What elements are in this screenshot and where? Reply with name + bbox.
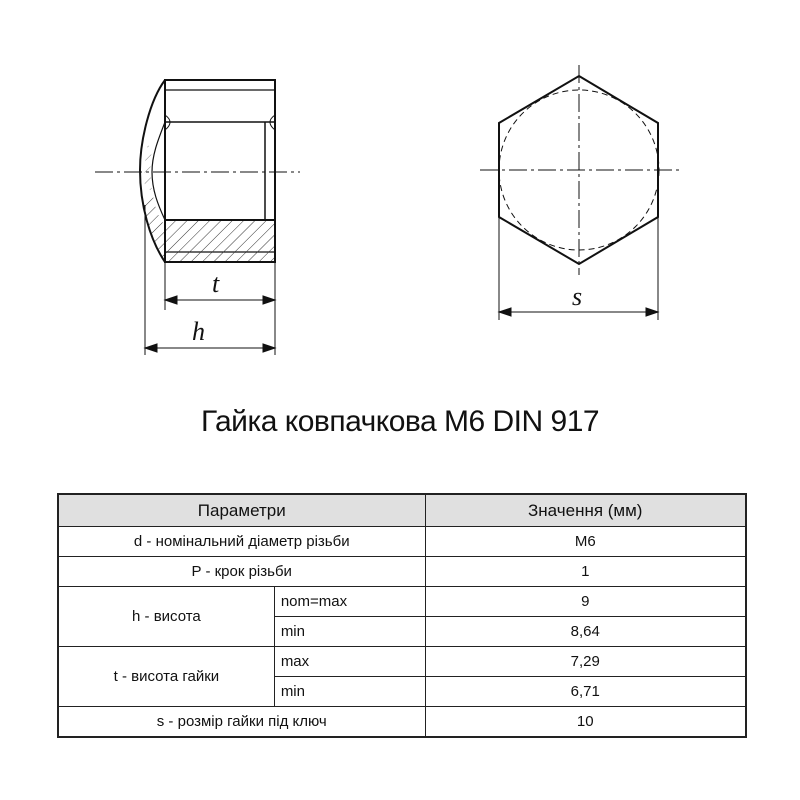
table-row — [58, 707, 746, 738]
header-parameters: Параметри — [58, 494, 425, 527]
row-sublabel-h-min: min — [274, 617, 425, 647]
dimension-t — [165, 262, 275, 355]
row-sublabel-t-max: max — [274, 647, 425, 677]
label-t: t — [212, 269, 220, 298]
label-h: h — [192, 317, 205, 346]
row-value-h-min: 8,64 — [425, 617, 746, 647]
section-hatch — [165, 220, 275, 262]
table-row — [58, 587, 746, 617]
table-row — [58, 527, 746, 557]
row-label-h: h - висота — [58, 587, 274, 647]
table-row — [58, 647, 746, 677]
row-label-d: d - номінальний діаметр різьби — [58, 527, 425, 557]
row-value-t-max: 7,29 — [425, 647, 746, 677]
row-sublabel-h-nom: nom=max — [274, 587, 425, 617]
row-value-p: 1 — [425, 557, 746, 587]
spec-table — [57, 493, 747, 738]
side-view — [140, 80, 275, 262]
top-view — [480, 65, 680, 275]
row-value-s: 10 — [425, 707, 746, 738]
row-label-s: s - розмір гайки під ключ — [58, 707, 425, 738]
row-label-t: t - висота гайки — [58, 647, 274, 707]
row-value-h-nom: 9 — [425, 587, 746, 617]
label-s: s — [572, 282, 583, 311]
row-value-t-min: 6,71 — [425, 677, 746, 707]
page-title: Гайка ковпачкова М6 DIN 917 — [200, 405, 600, 438]
row-value-d: M6 — [425, 527, 746, 557]
row-label-p: P - крок різьби — [58, 557, 425, 587]
table-row — [58, 557, 746, 587]
header-values: Значення (мм) — [425, 494, 746, 527]
table-header-row — [58, 494, 746, 527]
row-sublabel-t-min: min — [274, 677, 425, 707]
